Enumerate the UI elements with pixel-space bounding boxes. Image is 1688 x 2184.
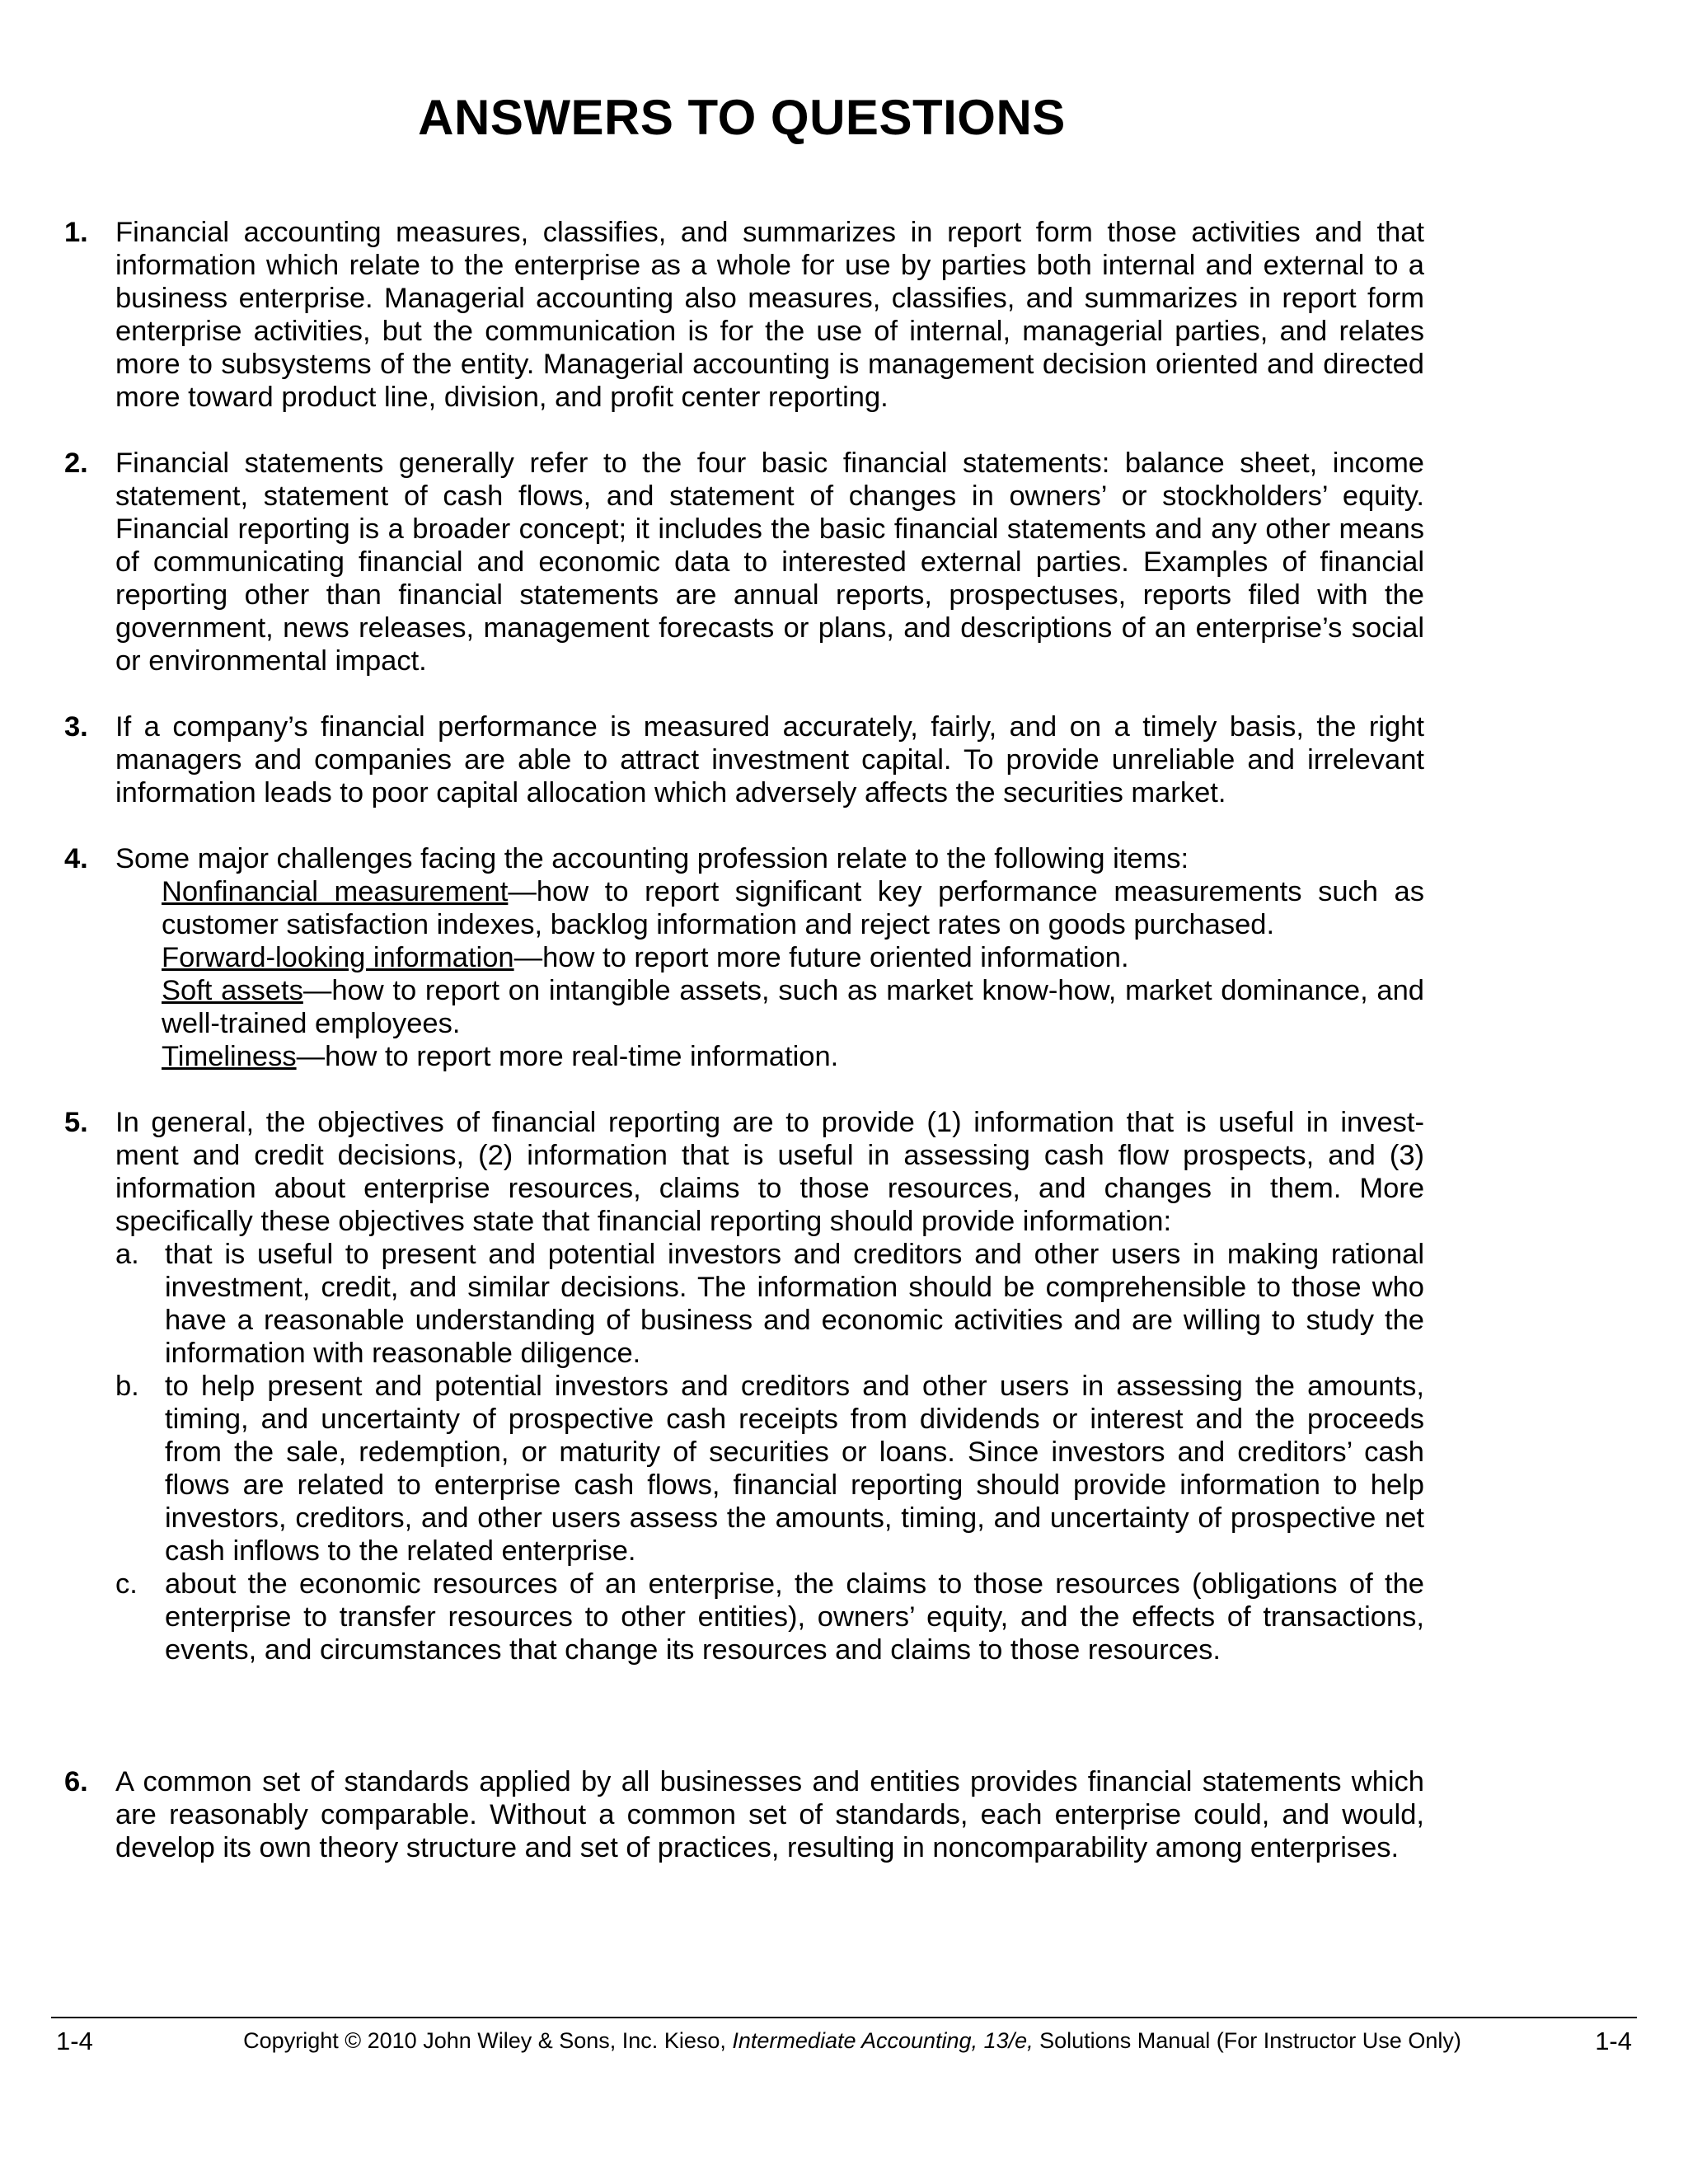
challenge-term: Nonfinancial measurement bbox=[162, 876, 509, 907]
question-body bbox=[115, 1106, 1424, 1666]
item-text: that is useful to present and potential investors and creditors and other users in making rational investment, credit, and similar decisions. The information should be comprehensible to those who have a reasonable understanding of business and economic activities and are willing to study the information with reasonable diligence. bbox=[165, 1239, 1424, 1369]
objective-item-c bbox=[115, 1568, 1424, 1666]
footer-suffix: Solutions Manual (For Instructor Use Only) bbox=[1039, 2028, 1461, 2053]
question-3 bbox=[64, 710, 1424, 809]
question-number: 4. bbox=[64, 843, 88, 874]
book-author: Kieso, bbox=[663, 2028, 726, 2053]
page-number-right: 1-4 bbox=[1595, 2027, 1632, 2055]
item-letter: c. bbox=[115, 1568, 138, 1600]
item-text: about the economic resources of an enterprise, the claims to those resources (obligations of the enterprise to transfer resources to other entities), owners’ equity, and the effects of transactions, events, and circumstances that change its resources and claims to those resources. bbox=[165, 1568, 1424, 1666]
page-title: ANSWERS TO QUESTIONS bbox=[418, 90, 1066, 145]
page-footer bbox=[51, 2017, 1637, 2060]
challenge-term: Forward-looking information bbox=[162, 942, 514, 973]
challenge-term: Soft assets bbox=[162, 975, 303, 1006]
challenge-desc: —how to report more real-time information. bbox=[296, 1041, 839, 1072]
question-2 bbox=[64, 447, 1424, 677]
challenge-item bbox=[162, 974, 1424, 1040]
question-intro: Some major challenges facing the accounting profession relate to the following items: bbox=[115, 843, 1189, 874]
copyright-text: Copyright © 2010 John Wiley & Sons, Inc. bbox=[243, 2028, 659, 2053]
question-number: 3. bbox=[64, 711, 88, 743]
question-6 bbox=[64, 1765, 1424, 1864]
item-letter: b. bbox=[115, 1371, 139, 1402]
question-body bbox=[115, 842, 1424, 1073]
challenge-item bbox=[162, 1040, 1424, 1073]
objective-item-b bbox=[115, 1370, 1424, 1568]
challenge-item bbox=[162, 941, 1424, 974]
challenge-list bbox=[162, 875, 1424, 1073]
question-text: If a company’s financial performance is measured accurately, fairly, and on a timely basis, the right managers and companies are able to attract investment capital. To provide unreliable and irrelevant information leads to poor capital allocation which adversely affects the securities market. bbox=[115, 711, 1424, 808]
question-5 bbox=[64, 1106, 1424, 1666]
question-number: 6. bbox=[64, 1766, 88, 1797]
challenge-desc: —how to report on intangible assets, such as market know-how, market dominance, and well-trained employees. bbox=[162, 975, 1424, 1039]
question-1 bbox=[64, 216, 1424, 414]
challenge-item bbox=[162, 875, 1424, 941]
question-4 bbox=[64, 842, 1424, 1073]
book-title: Intermediate Accounting, 13/e, bbox=[732, 2028, 1034, 2053]
question-number: 2. bbox=[64, 448, 88, 479]
challenge-desc: —how to report significant key performance measurements such as customer satisfaction indexes, backlog information and reject rates on goods purchased. bbox=[162, 876, 1424, 940]
page-number-left: 1-4 bbox=[56, 2027, 93, 2055]
item-letter: a. bbox=[115, 1239, 139, 1270]
item-text: to help present and potential investors and creditors and other users in assessing the amounts, timing, and uncertainty of prospective cash receipts from dividends or interest and the proceeds from the sale, redemption, or maturity of securities or loans. Since investors and creditors’ cash flows are related to enterprise cash flows, financial reporting should provide information to help investors, creditors, and other users assess the amounts, timing, and uncertainty of prospective net cash inflows to the related enterprise. bbox=[165, 1371, 1424, 1567]
question-text: Financial accounting measures, classifies, and summarizes in report form those activities and that information which relate to the enterprise as a whole for use by parties both internal and external to a business enterprise. Managerial accounting also measures, classifies, and summarizes in report form enterprise activities, but the communication is for the use of internal, managerial parties, and relates more to subsystems of the entity. Managerial accounting is management decision oriented and directed more toward product line, division, and profit center reporting. bbox=[115, 217, 1424, 413]
question-intro: In general, the objectives of financial reporting are to provide (1) information that is useful in invest- ment and credit decisions, (2) information that is useful in assessing cash flow prospects, and (3) information about enterprise resources, claims to those resources, and changes in them. More specifically these objectives state that financial reporting should provide information: bbox=[115, 1107, 1424, 1237]
challenge-term: Timeliness bbox=[162, 1041, 297, 1072]
question-number: 1. bbox=[64, 217, 88, 248]
question-number: 5. bbox=[64, 1107, 88, 1138]
challenge-desc: —how to report more future oriented information. bbox=[513, 942, 1129, 973]
question-text: Financial statements generally refer to the four basic financial statements: balance sheet, income statement, statement of cash flows, and statement of changes in owners’ or stockholders’ equity. Financial reporting is a broader concept; it includes the basic financial statements and any other means of communicating financial and economic data to interested external parties. Examples of financial reporting other than financial statements are annual reports, prospectuses, reports filed with the government, news releases, management forecasts or plans, and descriptions of an enterprise’s social or environmental impact. bbox=[115, 448, 1424, 677]
objective-item-a bbox=[115, 1238, 1424, 1370]
copyright-line bbox=[183, 2028, 1522, 2054]
question-text: A common set of standards applied by all businesses and entities provides financial statements which are reasonably comparable. Without a common set of standards, each enterprise could, and would, develop its own theory structure and set of practices, resulting in noncomparability among enterprises. bbox=[115, 1766, 1424, 1863]
